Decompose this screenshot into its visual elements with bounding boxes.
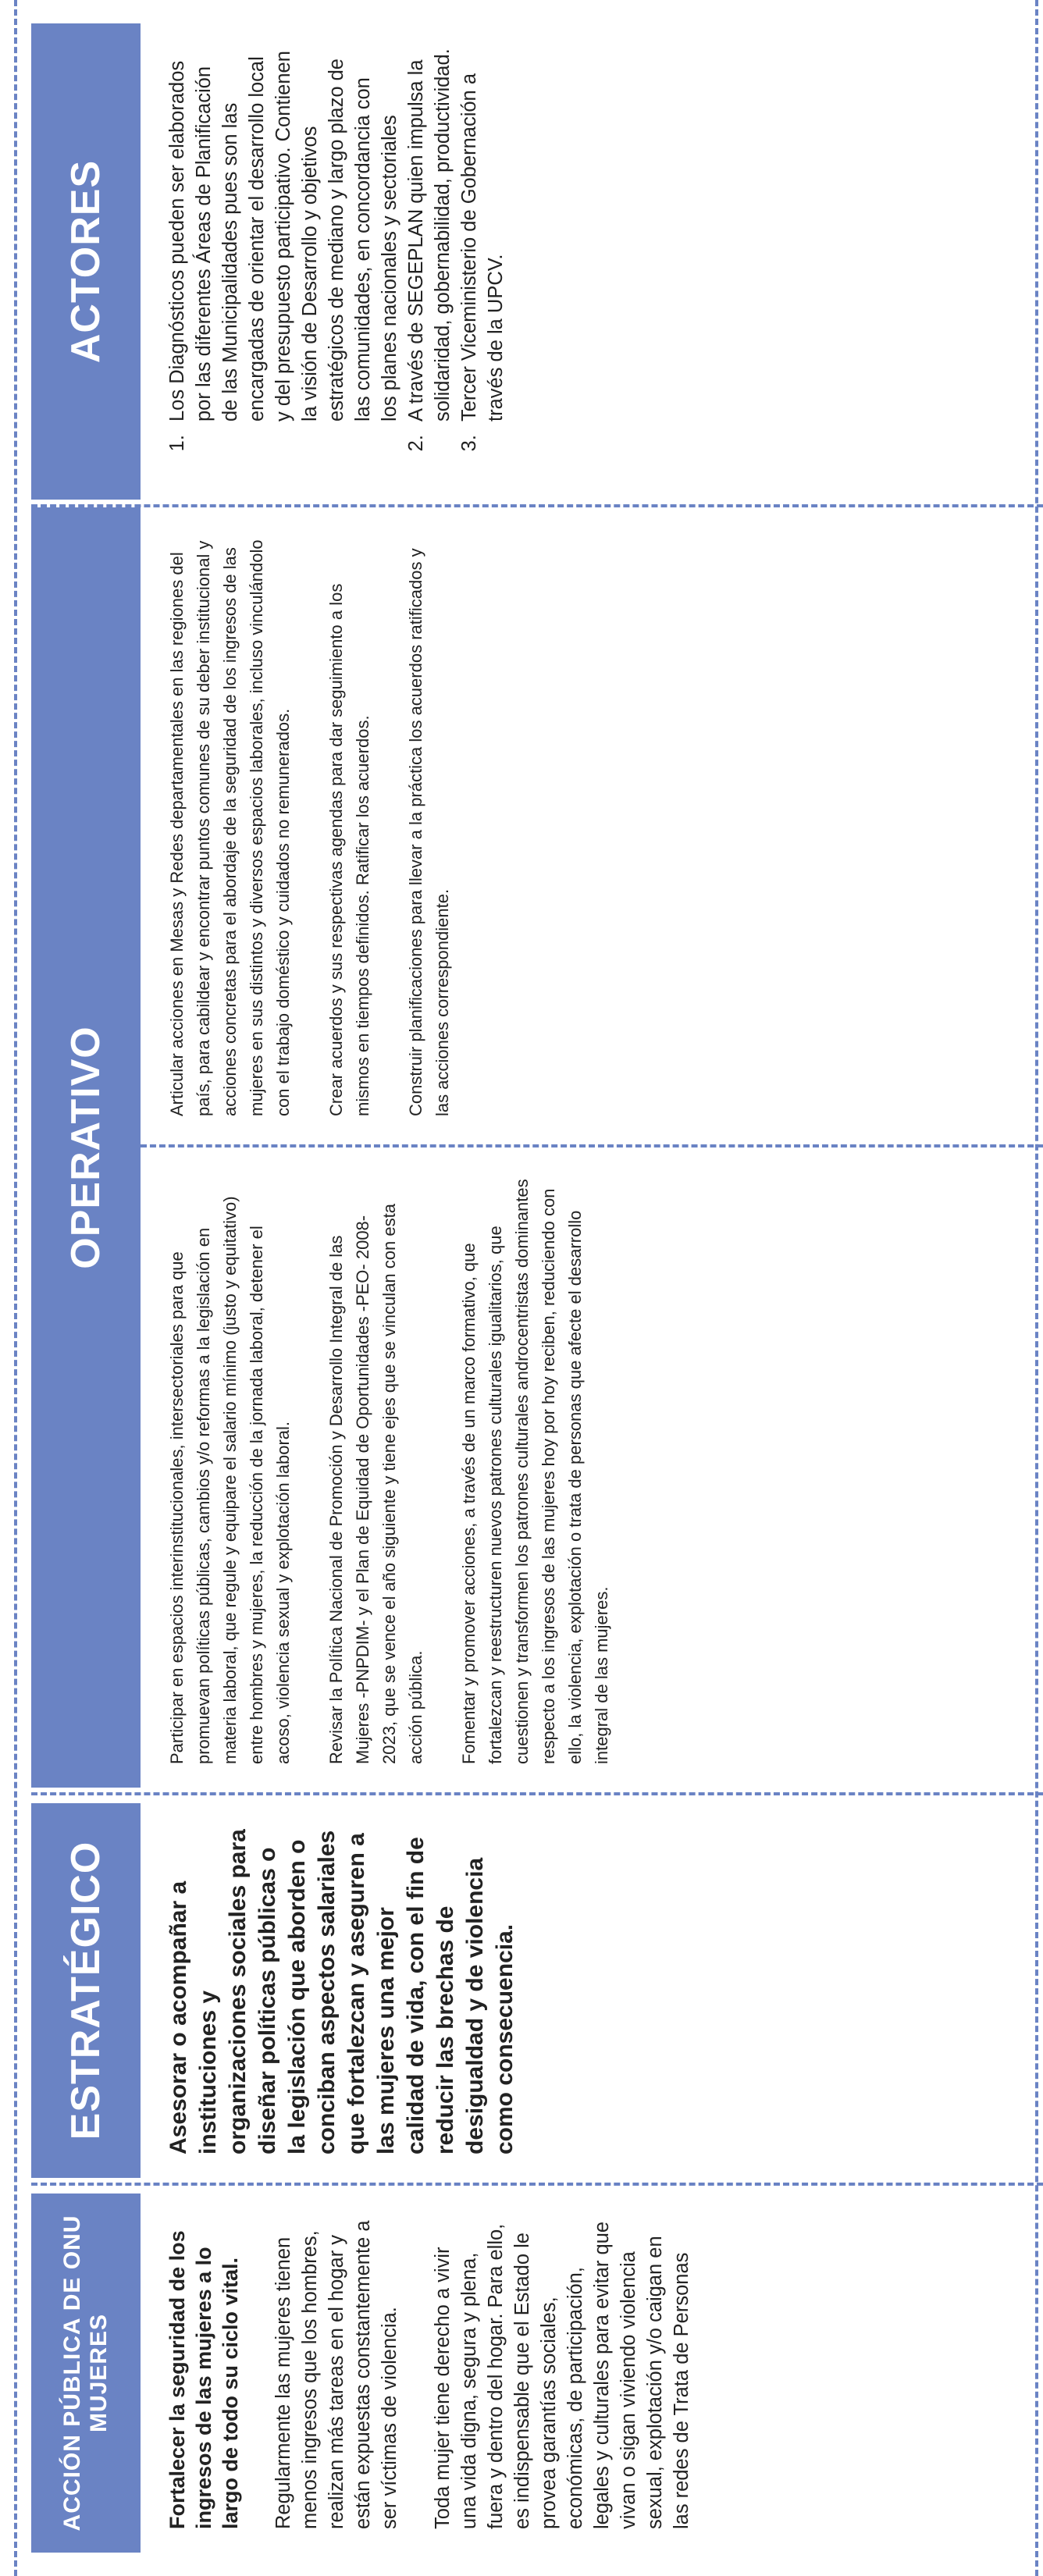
header-actores: ACTORES (31, 23, 141, 500)
operativo-a-paragraph-2: Revisar la Política Nacional de Promoción y Desarrollo Integral de las Mujeres -PNPDIM- y el Plan de Equidad de Oportunidades -PEO- 2008-2023, que se vence el año siguiente y tiene ejes que se vinculan con esta acción pública. (326, 1204, 425, 1764)
estrategico-body (164, 1827, 1027, 2154)
operativo-subcolumn-a (0, 1155, 1043, 1788)
operativo-a-body (164, 1179, 1027, 1764)
column-divider (31, 1792, 1043, 1795)
operativo-b-paragraph-3: Construir planificaciones para llevar a la práctica los acuerdos ratificados y las acciones correspondiente. (406, 548, 452, 1116)
accion-lead: Fortalecer la seguridad de los ingresos de las mujeres a lo largo de todo su ciclo vital. (166, 2230, 242, 2529)
header-accion-publica: ACCIÓN PÚBLICA DE ONU MUJERES (31, 2194, 141, 2553)
header-estrategico: ESTRATÉGICO (31, 1803, 141, 2178)
accion-paragraph-2: Toda mujer tiene derecho a vivir una vida digna, segura y plena, fuera y dentro del hogar. Para ello, es indispensable que el Estado le provea garantías sociales, económicas, de participación, legales y culturales para evitar que vivan o sigan viviendo violencia sexual, explotación y/o caigan en las redes de Trata de Personas (432, 2221, 692, 2529)
column-accion-publica (0, 2194, 1043, 2553)
estrategico-text: Asesorar o acompañar a instituciones y organizaciones sociales para diseñar políticas públicas o la legislación que aborden o conciban aspectos salariales que fortalezcan y aseguren a las mujeres una mejor calidad de vida, con el fin de reducir las brechas de desigualdad y de violencia como consecuencia. (166, 1829, 518, 2154)
operativo-b-paragraph-2: Crear acuerdos y sus respectivas agendas para dar seguimiento a los mismos en tiempos definidos. Ratificar los acuerdos. (326, 583, 372, 1116)
operativo-subcolumn-b (0, 515, 1043, 1140)
column-estrategico (0, 1803, 1043, 2178)
column-actores (0, 23, 1043, 500)
actores-item-3: 3. Tercer Viceministerio de Gobernación a través de la UPCV. (456, 47, 509, 429)
operativo-a-paragraph-3: Fomentar y promover acciones, a través de un marco formativo, que fortalezcan y reestructuren nuevos patrones culturales igualitarios, que cuestionen y transformen los patrones culturales androcentristas dominantes respecto a los ingresos de las mujeres hoy por hoy reciben, reduciendo con ello, la violencia, explotación o trata de personas que afecte el desarrollo integral de las mujeres. (459, 1179, 611, 1764)
operativo-b-body (164, 539, 1027, 1116)
operativo-b-paragraph-1: Articular acciones en Mesas y Redes departamentales en las regiones del país, para cabildear y encontrar puntos comunes de su deber institucional y acciones concretas para el abordaje de la seguridad de los ingresos de las mujeres en sus distintos y diversos espacios laborales, incluso vinculándolo con el trabajo doméstico y cuidados no remunerados. (167, 539, 293, 1116)
subcolumn-divider (141, 1144, 1043, 1147)
operativo-a-paragraph-1: Participar en espacios interinstitucionales, intersectoriales para que promuevan políticas públicas, cambios y/o reformas a la legislación en materia laboral, que regule y equipare el salario mínimo (justo y equitativo) entre hombres y mujeres, la reducción de la jornada laboral, detener el acoso, violencia sexual y explotación laboral. (167, 1196, 293, 1764)
actores-item-2: 2. A través de SEGEPLAN quien impulsa la solidaridad, gobernabilidad, productividad. (403, 47, 456, 429)
header-operativo: OPERATIVO (31, 507, 141, 1788)
column-divider (31, 504, 1043, 507)
actores-item-1: 1. Los Diagnósticos pueden ser elaborados por las diferentes Áreas de Planificación de las Municipalidades pues son las encargadas de orientar el desarrollo local y del presupuesto participativo. Contienen la visión de Desarrollo y objetivos estratégicos de mediano y largo plazo de las comunidades, en concordancia con los planes nacionales y sectoriales (164, 47, 403, 429)
accion-publica-body (164, 2217, 1027, 2529)
actores-body (164, 47, 1027, 476)
actores-list (164, 47, 509, 476)
accion-paragraph-1: Regularmente las mujeres tienen menos ingresos que los hombres, realizan más tareas en el hogar y están expuestas constantemente a ser víctimas de violencia. (272, 2220, 400, 2529)
column-divider (31, 2183, 1043, 2186)
